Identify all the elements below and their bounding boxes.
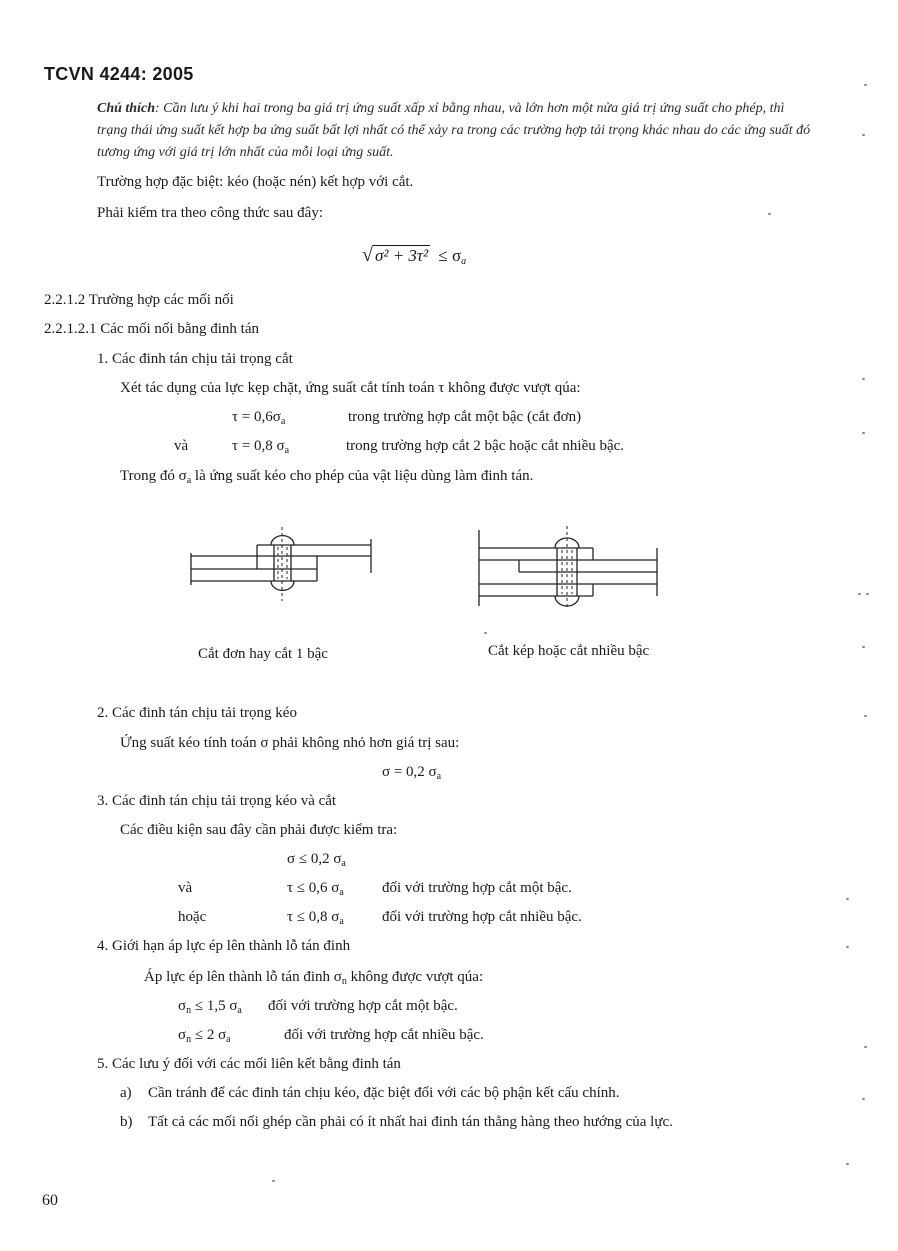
item4-formula2 xyxy=(178,1027,231,1045)
item1-formula2-expr: τ = 0,8 σ xyxy=(232,438,285,454)
item1-where-post: là ứng suất kéo cho phép của vật liệu dùng làm đinh tán. xyxy=(191,468,534,484)
check-formula-intro: Phải kiểm tra theo công thức sau đây: xyxy=(97,205,323,221)
main-formula: √ $\sigma^2 + 3\tau^2 \le \sigma_a$ xyxy=(362,244,467,267)
scan-speck xyxy=(846,946,849,948)
item3-formula1-expr: σ ≤ 0,2 σ xyxy=(287,851,342,867)
scan-speck xyxy=(862,432,865,434)
item4-formula2-desc: đối với trường hợp cắt nhiều bậc. xyxy=(284,1027,484,1043)
item4-formula1-desc: đối với trường hợp cắt một bậc. xyxy=(268,998,458,1014)
item2-formula1-sub: a xyxy=(436,771,442,782)
scan-speck xyxy=(846,1163,849,1165)
item4-formula1-expr: ≤ 1,5 σ xyxy=(191,998,238,1014)
scan-speck xyxy=(862,646,865,648)
item3-formula2-desc: đối với trường hợp cắt một bậc. xyxy=(382,880,572,896)
item1-formula1-desc: trong trường hợp cắt một bậc (cắt đơn) xyxy=(348,409,582,425)
item1-where-sub: a xyxy=(186,475,192,486)
item2-formula1-expr: σ = 0,2 σ xyxy=(382,764,437,780)
note-paragraph xyxy=(97,98,817,164)
item3-intro: Các điều kiện sau đây cần phải được kiểm tra: xyxy=(120,822,398,838)
item4-formula2-sym-sub: n xyxy=(186,1034,192,1045)
item1-formula1 xyxy=(232,409,285,427)
item4-intro-post: không được vượt qúa: xyxy=(346,969,484,985)
item3-formula1-sub: a xyxy=(341,858,346,869)
item1-where-pre: Trong đó σ xyxy=(120,468,187,484)
item4-formula2-sym: σ xyxy=(178,1027,187,1043)
double-shear-caption: Cắt kép hoặc cắt nhiều bậc xyxy=(488,643,650,659)
item1-formula2-desc: trong trường hợp cắt 2 bậc hoặc cắt nhiều bậc. xyxy=(346,438,625,454)
scan-speck xyxy=(862,134,865,136)
item5-b-text: Tất cả các mối nối ghép cần phải có ít nhất hai đinh tán thẳng hàng theo hướng của lực. xyxy=(148,1114,673,1130)
item3-formula3-desc: đối với trường hợp cắt nhiều bậc. xyxy=(382,909,582,925)
scan-speck xyxy=(484,632,487,634)
note-label: Chú thích xyxy=(97,101,155,116)
item4-intro-pre: Áp lực ép lên thành lỗ tán đinh σ xyxy=(144,969,342,985)
item4-formula1-sym: σ xyxy=(178,998,187,1014)
item4-title: 4. Giới hạn áp lực ép lên thành lỗ tán đinh xyxy=(97,938,351,954)
double-shear-rivet-diagram xyxy=(473,522,668,612)
item1-intro: Xét tác dụng của lực kẹp chặt, ứng suất cắt tính toán τ không được vượt qúa: xyxy=(120,380,581,396)
item3-formula2-expr: τ ≤ 0,6 σ xyxy=(287,880,340,896)
item1-formula1-expr: τ = 0,6σ xyxy=(232,409,281,425)
single-shear-rivet-diagram xyxy=(185,525,380,605)
item4-intro-sub: n xyxy=(341,976,347,987)
page-number: 60 xyxy=(42,1192,58,1209)
item5-a-text: Cần tránh để các đinh tán chịu kéo, đặc biệt đối với các bộ phận kết cấu chính. xyxy=(148,1085,620,1101)
item1-where xyxy=(120,468,533,486)
item3-formula2 xyxy=(287,880,344,898)
item4-intro xyxy=(144,969,483,987)
item1-formula2-lead: và xyxy=(174,438,189,454)
item3-title: 3. Các đinh tán chịu tải trọng kéo và cắt xyxy=(97,793,337,809)
scan-speck xyxy=(864,84,867,86)
scan-speck xyxy=(768,213,771,215)
item5-title: 5. Các lưu ý đối với các mối liên kết bằng đinh tán xyxy=(97,1056,401,1072)
item3-formula3 xyxy=(287,909,344,927)
section-heading-2-2-1-2: 2.2.1.2 Trường hợp các mối nối xyxy=(44,292,234,308)
item5-a-label: a) xyxy=(120,1085,132,1101)
scan-speck xyxy=(862,378,865,380)
scan-speck xyxy=(272,1180,275,1182)
main-formula-radicand: σ² + 3τ² xyxy=(374,246,429,265)
item2-formula1 xyxy=(382,764,441,782)
item1-formula2-sub: a xyxy=(284,445,290,456)
item1-title: 1. Các đinh tán chịu tải trọng cắt xyxy=(97,351,293,367)
item3-formula2-sub: a xyxy=(339,887,344,898)
item3-formula1 xyxy=(287,851,346,869)
scan-speck xyxy=(858,593,861,595)
item4-formula1 xyxy=(178,998,242,1016)
scan-speck xyxy=(862,1098,865,1100)
section-heading-2-2-1-2-1: 2.2.1.2.1 Các mối nối bằng đinh tán xyxy=(44,321,259,337)
scan-speck xyxy=(864,715,867,717)
item3-formula3-sub: a xyxy=(339,916,344,927)
item2-intro: Ứng suất kéo tính toán σ phải không nhỏ hơn giá trị sau: xyxy=(120,735,460,751)
item3-formula3-lead: hoặc xyxy=(178,909,207,925)
document-standard-code: TCVN 4244: 2005 xyxy=(44,64,194,84)
item3-formula3-expr: τ ≤ 0,8 σ xyxy=(287,909,340,925)
special-case-text: Trường hợp đặc biệt: kéo (hoặc nén) kết hợp với cắt. xyxy=(97,174,414,190)
item4-formula2-expr: ≤ 2 σ xyxy=(191,1027,227,1043)
scan-speck xyxy=(846,898,849,900)
item4-formula2-sub: a xyxy=(226,1034,231,1045)
main-formula-sub: a xyxy=(461,256,467,267)
scan-speck xyxy=(864,1046,867,1048)
item3-formula2-lead: và xyxy=(178,880,193,896)
item4-formula1-sub: a xyxy=(237,1005,242,1016)
item2-title: 2. Các đinh tán chịu tải trọng kéo xyxy=(97,705,297,721)
single-shear-caption: Cắt đơn hay cắt 1 bậc xyxy=(198,646,328,662)
main-formula-rhs: ≤ σ xyxy=(438,246,462,265)
item5-b-label: b) xyxy=(120,1114,133,1130)
note-text: : Cần lưu ý khi hai trong ba giá trị ứng suất xấp xỉ bằng nhau, và lớn hơn một nửa giá trị ứng suất cho phép, thì trạng thái ứng suất kết hợp ba ứng suất bất lợi nhất có thể xảy ra trong các trường hợp tải trọng khác nhau do các ứng suất đó tương ứng với giá trị lớn nhất của mỗi loại ứng suất. xyxy=(97,101,811,160)
scan-speck xyxy=(866,593,869,595)
item1-formula2 xyxy=(232,438,289,456)
item4-formula1-sym-sub: n xyxy=(186,1005,192,1016)
item1-formula1-sub: a xyxy=(280,416,286,427)
